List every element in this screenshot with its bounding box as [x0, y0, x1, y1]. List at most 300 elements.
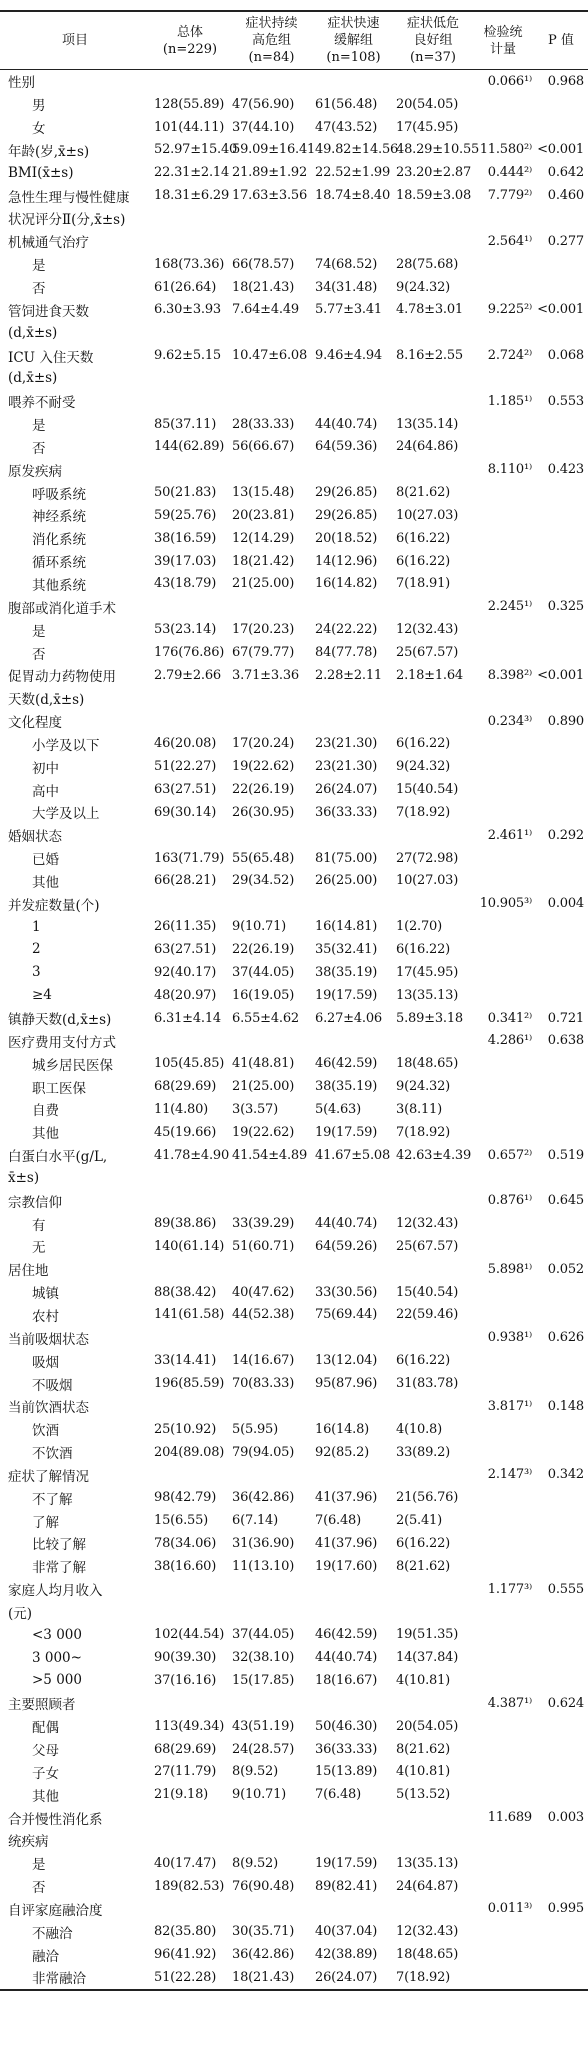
row-label: 年龄(岁,x̄±s): [8, 143, 90, 160]
table-row: [0, 1281, 588, 1304]
table-row: [0, 1167, 588, 1190]
cell-group1: 40(47.62): [232, 1284, 295, 1300]
cell-statistic: 1.185¹⁾: [487, 393, 532, 409]
table-row: [0, 1304, 588, 1327]
row-label: 有: [32, 1217, 46, 1234]
table-row: [0, 276, 588, 299]
cell-group3: 5(13.52): [396, 1787, 451, 1803]
cell-group1: 47(56.90): [232, 96, 295, 112]
cell-p-value: <0.001: [537, 667, 584, 683]
header-group1-line3: (n=84): [248, 50, 295, 65]
cell-group2: 84(77.78): [315, 645, 378, 661]
cell-group3: 6(16.22): [396, 1353, 451, 1369]
cell-total: 98(42.79): [154, 1490, 217, 1506]
cell-group3: 27(72.98): [396, 850, 459, 866]
cell-p-value: 0.555: [547, 1581, 584, 1597]
row-label: 男: [32, 98, 46, 115]
table-row: [0, 961, 588, 984]
cell-p-value: 0.645: [547, 1193, 584, 1209]
cell-total: 51(22.28): [154, 1969, 217, 1985]
header-item-label: 项目: [61, 33, 88, 48]
header-group2-line1: 症状快速: [327, 16, 380, 31]
row-label: 农村: [32, 1308, 59, 1325]
row-label: 呼吸系统: [32, 486, 86, 503]
cell-group3: 20(54.05): [396, 1718, 459, 1734]
cell-total: 21(9.18): [154, 1787, 209, 1803]
table-row: [0, 458, 588, 481]
cell-statistic: 7.779²⁾: [487, 188, 532, 204]
cell-group3: 14(37.84): [396, 1650, 459, 1666]
header-group1: [230, 15, 313, 66]
cell-total: 51(22.27): [154, 759, 217, 775]
row-label: 其他: [32, 1788, 59, 1805]
table-row: [0, 321, 588, 344]
cell-p-value: 0.890: [547, 713, 584, 729]
table-row: [0, 1121, 588, 1144]
cell-total: 40(17.47): [154, 1855, 217, 1871]
table-row: [0, 1418, 588, 1441]
cell-group1: 18(21.43): [232, 279, 295, 295]
row-label: 状况评分Ⅱ(分,x̄±s): [8, 212, 126, 229]
cell-statistic: 0.657²⁾: [487, 1147, 532, 1163]
cell-group1: 16(19.05): [232, 987, 295, 1003]
table-row: [0, 70, 588, 93]
cell-total: 105(45.85): [154, 1056, 225, 1072]
row-label: 性别: [8, 75, 35, 92]
row-label: 是: [32, 418, 46, 435]
row-label: 城镇: [32, 1286, 59, 1303]
cell-group3: 24(64.86): [396, 439, 459, 455]
row-label: 循环系统: [32, 555, 86, 572]
cell-total: 9.62±5.15: [154, 348, 221, 364]
cell-group3: 18(48.65): [396, 1056, 459, 1072]
header-total-line2: (n=229): [162, 41, 218, 57]
table-row: [0, 390, 588, 413]
table-row: [0, 1966, 588, 1989]
table-row: [0, 595, 588, 618]
row-label: BMI(x̄±s): [8, 164, 74, 181]
cell-group1: 43(51.19): [232, 1718, 295, 1734]
row-label: 融洽: [32, 1948, 59, 1965]
cell-group3: 17(45.95): [396, 119, 459, 135]
cell-p-value: 0.638: [547, 1033, 584, 1049]
row-label: 否: [32, 646, 46, 663]
cell-group2: 44(40.74): [315, 1650, 378, 1666]
cell-group2: 42(38.89): [315, 1947, 378, 1963]
cell-total: 66(28.21): [154, 873, 217, 889]
cell-p-value: 0.325: [547, 599, 584, 615]
cell-group3: 23.20±2.87: [396, 165, 472, 181]
cell-statistic: 8.398²⁾: [487, 667, 532, 683]
cell-total: 141(61.58): [154, 1307, 225, 1323]
header-group3: [394, 15, 472, 66]
cell-group2: 24(22.22): [315, 622, 378, 638]
cell-group3: 20(54.05): [396, 96, 459, 112]
cell-group3: 21(56.76): [396, 1490, 459, 1506]
cell-group1: 9(10.71): [232, 1787, 287, 1803]
cell-total: 27(11.79): [154, 1764, 217, 1780]
cell-group2: 47(43.52): [315, 119, 378, 135]
table-row: [0, 664, 588, 687]
row-label: 统疾病: [8, 1834, 49, 1851]
cell-group2: 2.28±2.11: [315, 667, 382, 683]
cell-group3: 2(5.41): [396, 1513, 442, 1529]
table-row: [0, 984, 588, 1007]
cell-total: 48(20.97): [154, 987, 217, 1003]
cell-group1: 19(22.62): [232, 1124, 295, 1140]
row-label: 是: [32, 258, 46, 275]
table-row: [0, 710, 588, 733]
header-statistic-line2: 计量: [489, 41, 516, 57]
cell-group2: 49.82±14.56: [315, 142, 399, 158]
cell-statistic: 11.580²⁾: [479, 142, 532, 158]
cell-group2: 81(75.00): [315, 850, 378, 866]
cell-group1: 22(26.19): [232, 941, 295, 957]
cell-group2: 15(13.89): [315, 1764, 378, 1780]
row-label: (d,x̄±s): [8, 370, 58, 387]
cell-group2: 50(46.30): [315, 1718, 378, 1734]
row-label: 父母: [32, 1743, 59, 1760]
cell-group2: 18.74±8.40: [315, 188, 391, 204]
cell-group2: 19(17.60): [315, 1558, 378, 1574]
cell-group3: 24(64.87): [396, 1878, 459, 1894]
cell-total: 144(62.89): [154, 439, 225, 455]
cell-total: 140(61.14): [154, 1238, 225, 1254]
cell-statistic: 4.286¹⁾: [487, 1033, 532, 1049]
cell-p-value: 0.342: [547, 1467, 584, 1483]
cell-group3: 12(32.43): [396, 1216, 459, 1232]
table-row: [0, 253, 588, 276]
cell-group1: 6(7.14): [232, 1513, 278, 1529]
row-label: 腹部或消化道手术: [8, 600, 116, 617]
table-row: [0, 1029, 588, 1052]
table-row: [0, 1372, 588, 1395]
cell-group1: 41(48.81): [232, 1056, 295, 1072]
row-label: 并发症数量(个): [8, 897, 100, 914]
cell-statistic: 2.461¹⁾: [487, 827, 532, 843]
cell-group3: 5.89±3.18: [396, 1010, 463, 1026]
cell-group3: 10(27.03): [396, 507, 459, 523]
cell-total: 69(30.14): [154, 804, 217, 820]
table-row: [0, 1623, 588, 1646]
table-row: [0, 1349, 588, 1372]
cell-group1: 37(44.05): [232, 1627, 295, 1643]
row-label: 小学及以下: [32, 737, 100, 754]
cell-p-value: 0.052: [547, 1261, 584, 1277]
cell-group1: 26(30.95): [232, 804, 295, 820]
cell-group1: 76(90.48): [232, 1878, 295, 1894]
row-label: 已婚: [32, 852, 59, 869]
row-label: 天数(d,x̄±s): [8, 692, 85, 709]
cell-group3: 3(8.11): [396, 1101, 442, 1117]
cell-group3: 8.16±2.55: [396, 348, 463, 364]
row-label: 合并慢性消化系: [8, 1811, 103, 1828]
table-row: [0, 116, 588, 139]
table-bottom-rule: [0, 1989, 588, 1991]
cell-total: 89(38.86): [154, 1216, 217, 1232]
cell-total: 46(20.08): [154, 736, 217, 752]
cell-group3: 7(18.92): [396, 804, 451, 820]
cell-group3: 7(18.92): [396, 1124, 451, 1140]
cell-group1: 29(34.52): [232, 873, 295, 889]
cell-group1: 19(22.62): [232, 759, 295, 775]
cell-total: 88(38.42): [154, 1284, 217, 1300]
table-row: [0, 527, 588, 550]
row-label: 吸烟: [32, 1354, 59, 1371]
table-row: [0, 870, 588, 893]
cell-total: 18.31±6.29: [154, 188, 230, 204]
cell-group3: 15(40.54): [396, 1284, 459, 1300]
cell-total: 85(37.11): [154, 416, 217, 432]
cell-group2: 44(40.74): [315, 1216, 378, 1232]
cell-group1: 9(10.71): [232, 919, 287, 935]
table-row: [0, 139, 588, 162]
header-group3-line1: 症状低危: [406, 16, 459, 31]
row-label: 自费: [32, 1103, 59, 1120]
cell-group2: 16(14.8): [315, 1421, 370, 1437]
cell-total: 22.31±2.14: [154, 165, 230, 181]
table-row: [0, 1601, 588, 1624]
cell-p-value: 0.068: [547, 348, 584, 364]
row-label: 主要照顾者: [8, 1697, 76, 1714]
cell-statistic: 0.011³⁾: [487, 1901, 532, 1917]
cell-group2: 75(69.44): [315, 1307, 378, 1323]
header-p-label: P 值: [548, 33, 574, 48]
row-label: 否: [32, 281, 46, 298]
cell-total: 168(73.36): [154, 256, 225, 272]
cell-group1: 36(42.86): [232, 1947, 295, 1963]
cell-total: 11(4.80): [154, 1101, 209, 1117]
row-label: (元): [8, 1605, 33, 1622]
row-label: 其他系统: [32, 577, 86, 594]
cell-group1: 11(13.10): [232, 1558, 295, 1574]
table-row: [0, 1669, 588, 1692]
cell-statistic: 0.444²⁾: [487, 165, 532, 181]
cell-group3: 48.29±10.55: [396, 142, 480, 158]
table-row: [0, 1144, 588, 1167]
row-label: 消化系统: [32, 532, 86, 549]
cell-group3: 4(10.81): [396, 1764, 451, 1780]
cell-total: 26(11.35): [154, 919, 217, 935]
row-label: 居住地: [8, 1263, 49, 1280]
table-row: [0, 573, 588, 596]
row-label: 其他: [32, 1126, 59, 1143]
cell-statistic: 0.234³⁾: [487, 713, 532, 729]
cell-group3: 18.59±3.08: [396, 188, 472, 204]
row-label: 宗教信仰: [8, 1194, 62, 1211]
cell-group3: 8(21.62): [396, 1741, 451, 1757]
cell-group2: 41(37.96): [315, 1490, 378, 1506]
cell-group1: 28(33.33): [232, 416, 295, 432]
row-label: 3 000~: [32, 1649, 82, 1666]
row-label: 神经系统: [32, 509, 86, 526]
row-label: 白蛋白水平(g/L,: [8, 1149, 108, 1166]
header-group2-line3: (n=108): [326, 50, 381, 65]
header-group2-line2: 缓解组: [333, 33, 373, 48]
row-label: 机械通气治疗: [8, 235, 89, 252]
cell-p-value: 0.624: [547, 1695, 584, 1711]
table-body: [0, 70, 588, 1989]
cell-p-value: 0.003: [547, 1810, 584, 1826]
table-row: [0, 207, 588, 230]
cell-group3: 25(67.57): [396, 1238, 459, 1254]
cell-group2: 5.77±3.41: [315, 302, 382, 318]
cell-group3: 42.63±4.39: [396, 1147, 472, 1163]
row-label: 大学及以上: [32, 806, 100, 823]
table-row: [0, 1578, 588, 1601]
cell-p-value: 0.519: [547, 1147, 584, 1163]
cell-total: 33(14.41): [154, 1353, 217, 1369]
cell-group1: 51(60.71): [232, 1238, 295, 1254]
cell-group1: 44(52.38): [232, 1307, 295, 1323]
cell-group1: 22(26.19): [232, 782, 295, 798]
cell-group3: 13(35.13): [396, 1855, 459, 1871]
table-row: [0, 1189, 588, 1212]
row-label: 不吸烟: [32, 1377, 73, 1394]
cell-group2: 34(31.48): [315, 279, 378, 295]
cell-statistic: 2.147³⁾: [487, 1467, 532, 1483]
cell-statistic: 2.564¹⁾: [487, 233, 532, 249]
cell-group3: 6(16.22): [396, 530, 451, 546]
table-row: [0, 892, 588, 915]
cell-group1: 17(20.24): [232, 736, 295, 752]
cell-group3: 9(24.32): [396, 1079, 451, 1095]
table-row: [0, 1258, 588, 1281]
table-row: [0, 1943, 588, 1966]
cell-group1: 12(14.29): [232, 530, 295, 546]
row-label: 自评家庭融洽度: [8, 1902, 103, 1919]
cell-total: 37(16.16): [154, 1672, 217, 1688]
row-label: 3: [32, 964, 41, 981]
cell-statistic: 4.387¹⁾: [487, 1695, 532, 1711]
row-label: 比较了解: [32, 1537, 86, 1554]
table-header: [0, 12, 588, 70]
table-row: [0, 1235, 588, 1258]
cell-statistic: 0.876¹⁾: [487, 1193, 532, 1209]
cell-total: 2.79±2.66: [154, 667, 221, 683]
table-row: [0, 1075, 588, 1098]
cell-total: 102(44.54): [154, 1627, 225, 1643]
cell-group2: 61(56.48): [315, 96, 378, 112]
row-label: 促胃动力药物使用: [8, 669, 116, 686]
cell-group2: 13(12.04): [315, 1353, 378, 1369]
row-label: 不了解: [32, 1491, 73, 1508]
cell-p-value: 0.721: [547, 1010, 584, 1026]
cell-group1: 17(20.23): [232, 622, 295, 638]
cell-total: 38(16.60): [154, 1558, 217, 1574]
cell-group3: 2.18±1.64: [396, 667, 463, 683]
table-row: [0, 687, 588, 710]
row-label: <3 000: [32, 1626, 82, 1643]
cell-statistic: 9.225²⁾: [487, 302, 532, 318]
cell-group2: 26(24.07): [315, 1969, 378, 1985]
cell-total: 63(27.51): [154, 941, 217, 957]
table-row: [0, 1098, 588, 1121]
cell-group3: 6(16.22): [396, 736, 451, 752]
cell-group1: 14(16.67): [232, 1353, 295, 1369]
cell-group3: 15(40.54): [396, 782, 459, 798]
cell-total: 113(49.34): [154, 1718, 225, 1734]
cell-total: 25(10.92): [154, 1421, 217, 1437]
cell-total: 63(27.51): [154, 782, 217, 798]
cell-total: 82(35.80): [154, 1924, 217, 1940]
row-label: 当前饮酒状态: [8, 1400, 89, 1417]
table-row: [0, 550, 588, 573]
cell-p-value: <0.001: [537, 142, 584, 158]
table-row: [0, 1783, 588, 1806]
table-row: [0, 1692, 588, 1715]
cell-total: 101(44.11): [154, 119, 225, 135]
cell-group1: 21(25.00): [232, 576, 295, 592]
cell-group2: 74(68.52): [315, 256, 378, 272]
cell-p-value: 0.995: [547, 1901, 584, 1917]
cell-group3: 1(2.70): [396, 919, 442, 935]
cell-group1: 3(3.57): [232, 1101, 278, 1117]
row-label: ≥4: [32, 987, 52, 1004]
cell-statistic: 0.341²⁾: [487, 1010, 532, 1026]
row-label: 1: [32, 918, 41, 935]
cell-total: 68(29.69): [154, 1741, 217, 1757]
row-label: 婚姻状态: [8, 829, 62, 846]
cell-total: 45(19.66): [154, 1124, 217, 1140]
cell-group3: 22(59.46): [396, 1307, 459, 1323]
cell-p-value: 0.004: [547, 896, 584, 912]
cell-group3: 13(35.13): [396, 987, 459, 1003]
cell-total: 163(71.79): [154, 850, 225, 866]
row-label: 不饮酒: [32, 1446, 73, 1463]
table-row: [0, 1326, 588, 1349]
cell-group2: 46(42.59): [315, 1627, 378, 1643]
table-row: [0, 824, 588, 847]
cell-group3: 8(21.62): [396, 1558, 451, 1574]
cell-group1: 5(5.95): [232, 1421, 278, 1437]
cell-group3: 9(24.32): [396, 759, 451, 775]
cell-group2: 26(25.00): [315, 873, 378, 889]
cell-p-value: 0.642: [547, 165, 584, 181]
table-row: [0, 801, 588, 824]
cell-group1: 70(83.33): [232, 1376, 295, 1392]
cell-total: 52.97±15.40: [154, 142, 238, 158]
header-statistic-line1: 检验统: [483, 24, 523, 40]
cell-group3: 12(32.43): [396, 622, 459, 638]
cell-p-value: 0.968: [547, 73, 584, 89]
row-label: 文化程度: [8, 715, 62, 732]
row-label: 医疗费用支付方式: [8, 1034, 116, 1051]
cell-group3: 9(24.32): [396, 279, 451, 295]
cell-group1: 36(42.86): [232, 1490, 295, 1506]
cell-group2: 26(24.07): [315, 782, 378, 798]
cell-p-value: 0.277: [547, 233, 584, 249]
cell-group2: 19(17.59): [315, 1124, 378, 1140]
row-label: 原发疾病: [8, 463, 62, 480]
row-label: 非常融洽: [32, 1971, 86, 1988]
cell-group1: 24(28.57): [232, 1741, 295, 1757]
cell-total: 189(82.53): [154, 1878, 225, 1894]
cell-group1: 33(39.29): [232, 1216, 295, 1232]
cell-statistic: 1.177³⁾: [487, 1581, 532, 1597]
table-row: [0, 1007, 588, 1030]
header-item: [0, 32, 150, 49]
cell-group2: 33(30.56): [315, 1284, 378, 1300]
cell-group2: 20(18.52): [315, 530, 378, 546]
row-label: x̄±s): [8, 1169, 40, 1186]
cell-total: 196(85.59): [154, 1376, 225, 1392]
table-row: [0, 641, 588, 664]
cell-group3: 33(89.2): [396, 1444, 451, 1460]
header-group3-line2: 良好组: [413, 33, 453, 48]
cell-group1: 18(21.42): [232, 553, 295, 569]
row-label: 职工医保: [32, 1080, 86, 1097]
